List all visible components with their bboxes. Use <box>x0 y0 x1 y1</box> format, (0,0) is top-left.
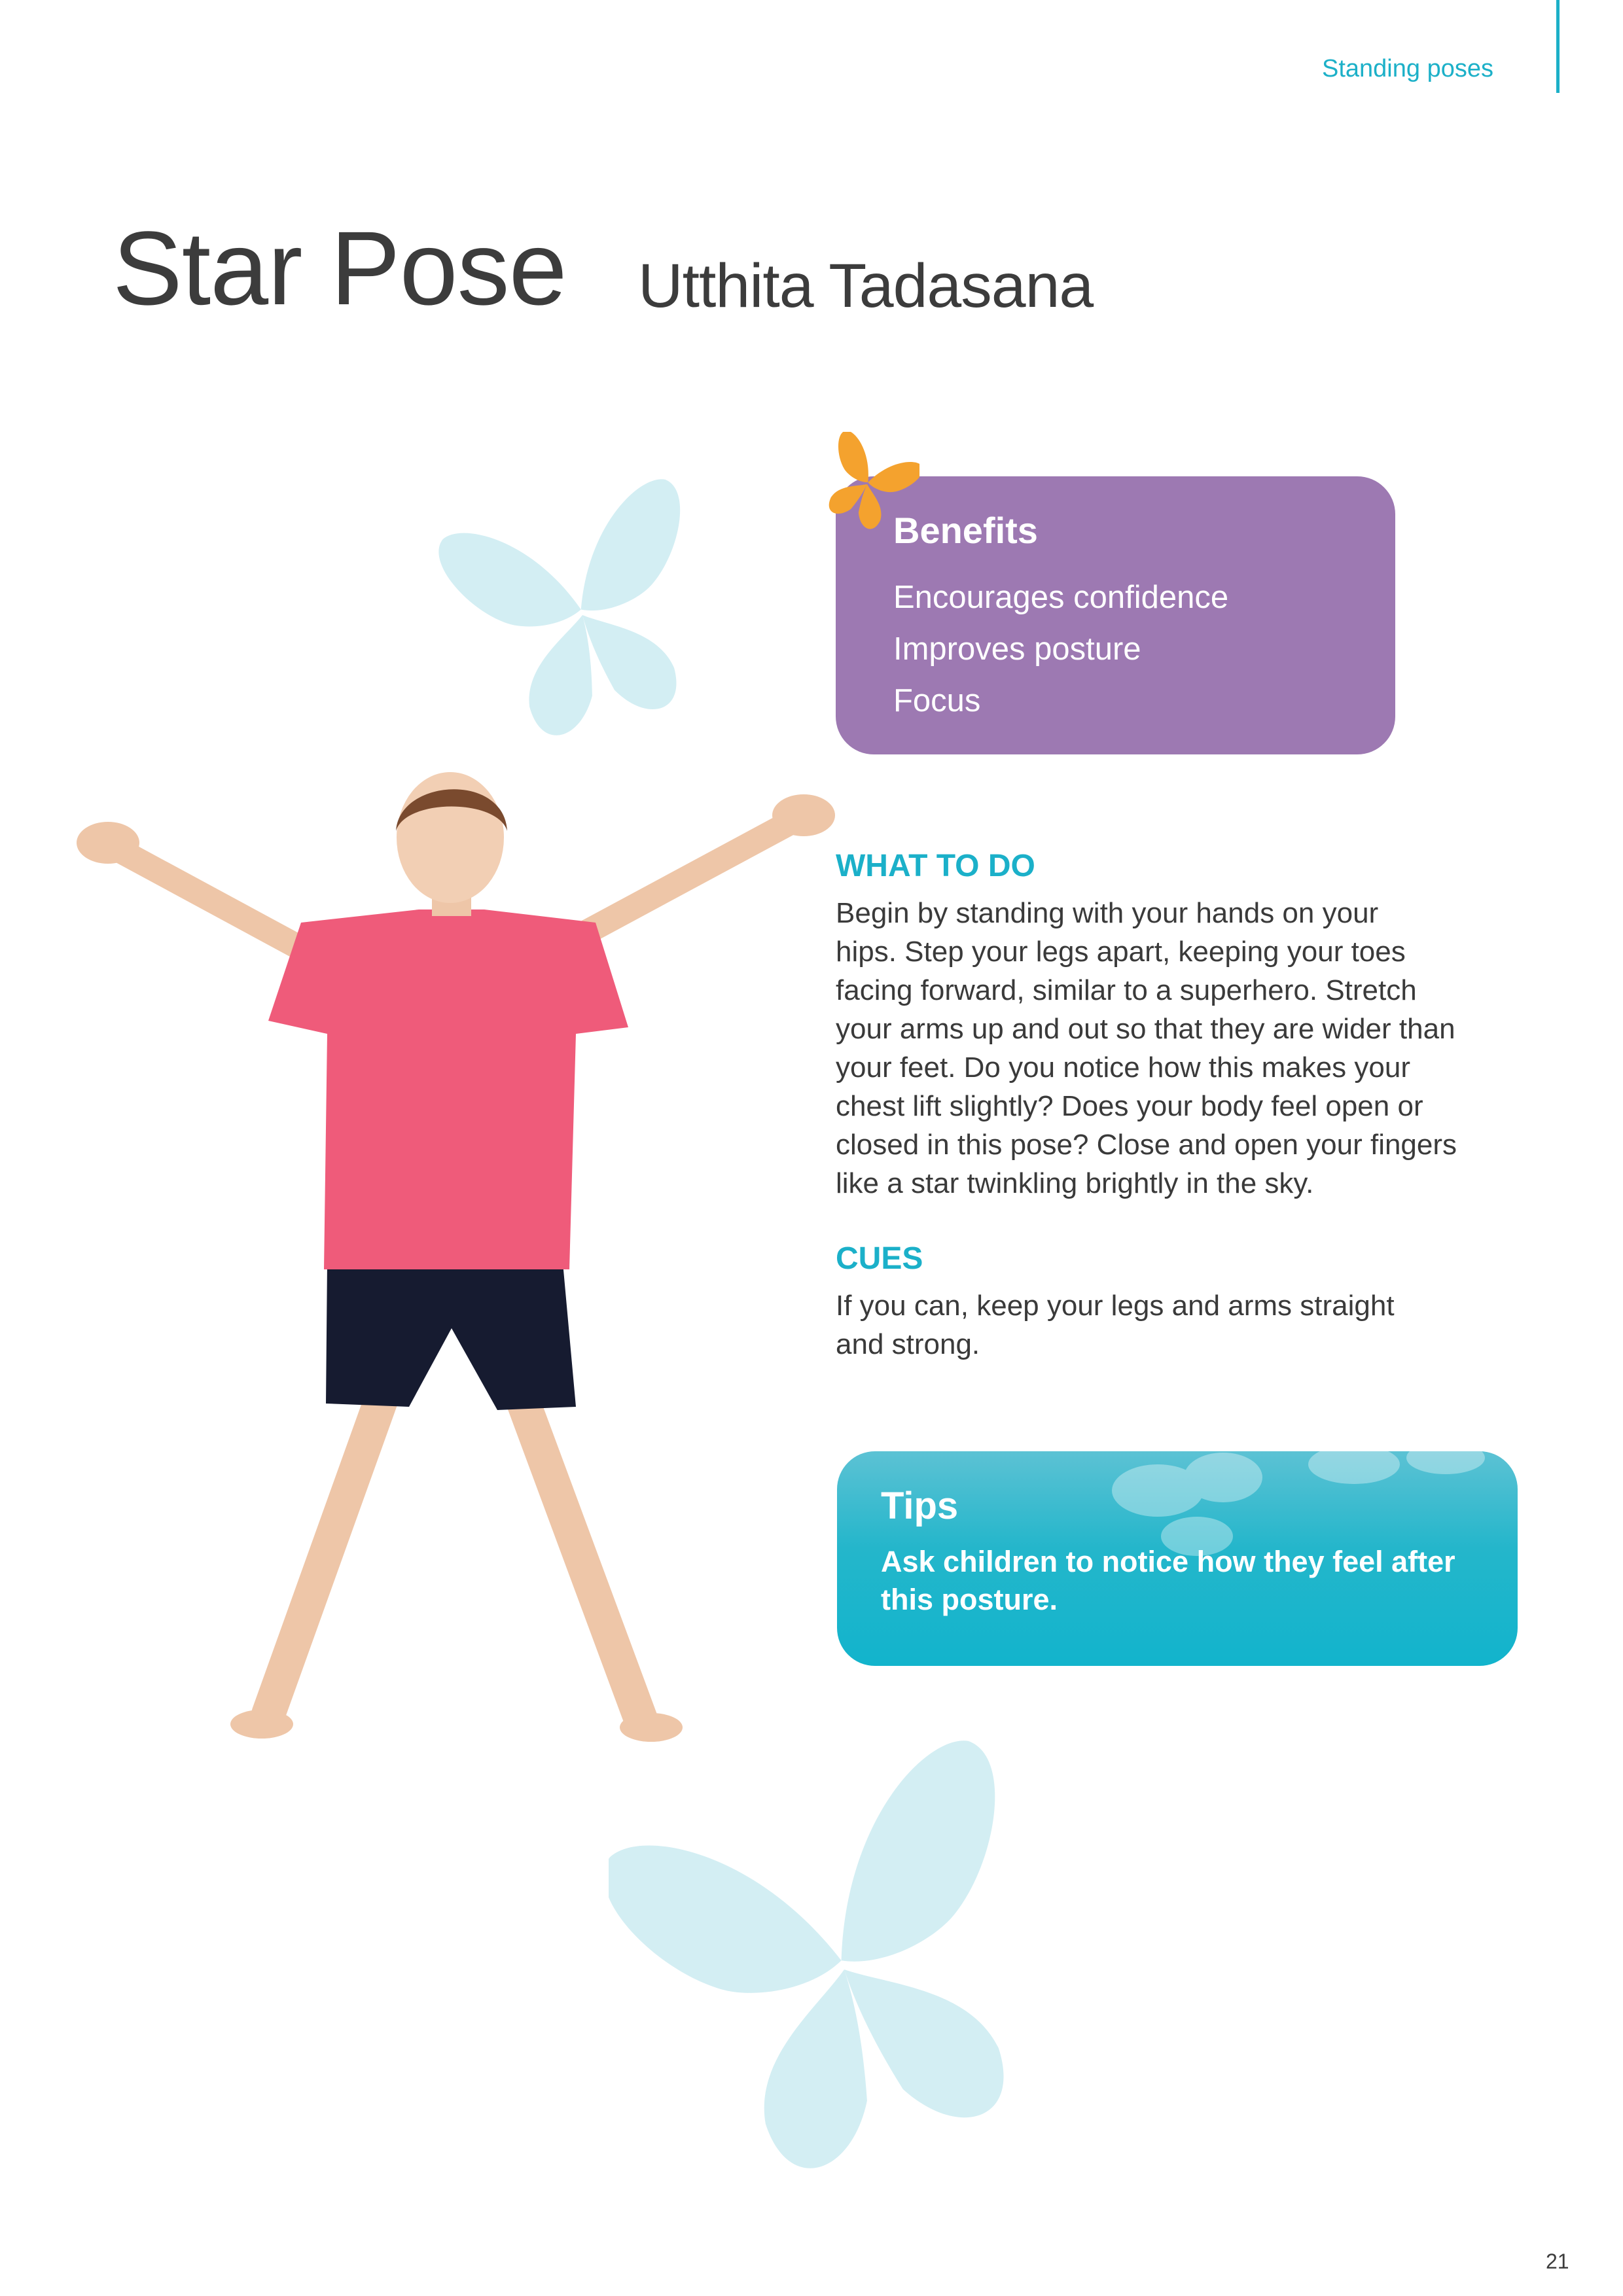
tips-heading: Tips <box>881 1485 959 1527</box>
child-star-pose-photo <box>52 752 838 1767</box>
benefit-item: Focus <box>893 683 981 718</box>
butterfly-icon <box>815 432 919 537</box>
benefits-card <box>836 476 1395 754</box>
pose-sanskrit-name: Utthita Tadasana <box>638 251 1094 321</box>
page-number: 21 <box>1546 2250 1569 2273</box>
what-to-do-body: Begin by standing with your hands on your hips. Step your legs apart, keeping your toes facing forward, similar to a superhero. Stretch your arms up and out so that they are wider than your feet. Do you notice how this makes your chest lift slightly? Does your body feel open or closed in this pose? Close and open your fingers like a star twinkling brightly in the sky. <box>836 897 1457 1199</box>
tips-body: Ask children to notice how they feel after this posture. <box>881 1545 1455 1616</box>
benefit-item: Encourages confidence <box>893 580 1229 615</box>
cues-heading: CUES <box>836 1241 923 1276</box>
pose-title: Star Pose <box>113 209 567 327</box>
section-label: Standing poses <box>1322 55 1493 82</box>
tips-card <box>837 1451 1518 1666</box>
butterfly-icon <box>438 471 726 759</box>
butterfly-icon <box>609 1734 1080 2205</box>
what-to-do-heading: WHAT TO DO <box>836 849 1035 883</box>
benefits-heading: Benefits <box>893 510 1038 551</box>
section-divider <box>1556 0 1560 93</box>
benefits-list <box>893 572 1228 727</box>
benefit-item: Improves posture <box>893 631 1141 667</box>
cues-body: If you can, keep your legs and arms straight and strong. <box>836 1290 1395 1360</box>
